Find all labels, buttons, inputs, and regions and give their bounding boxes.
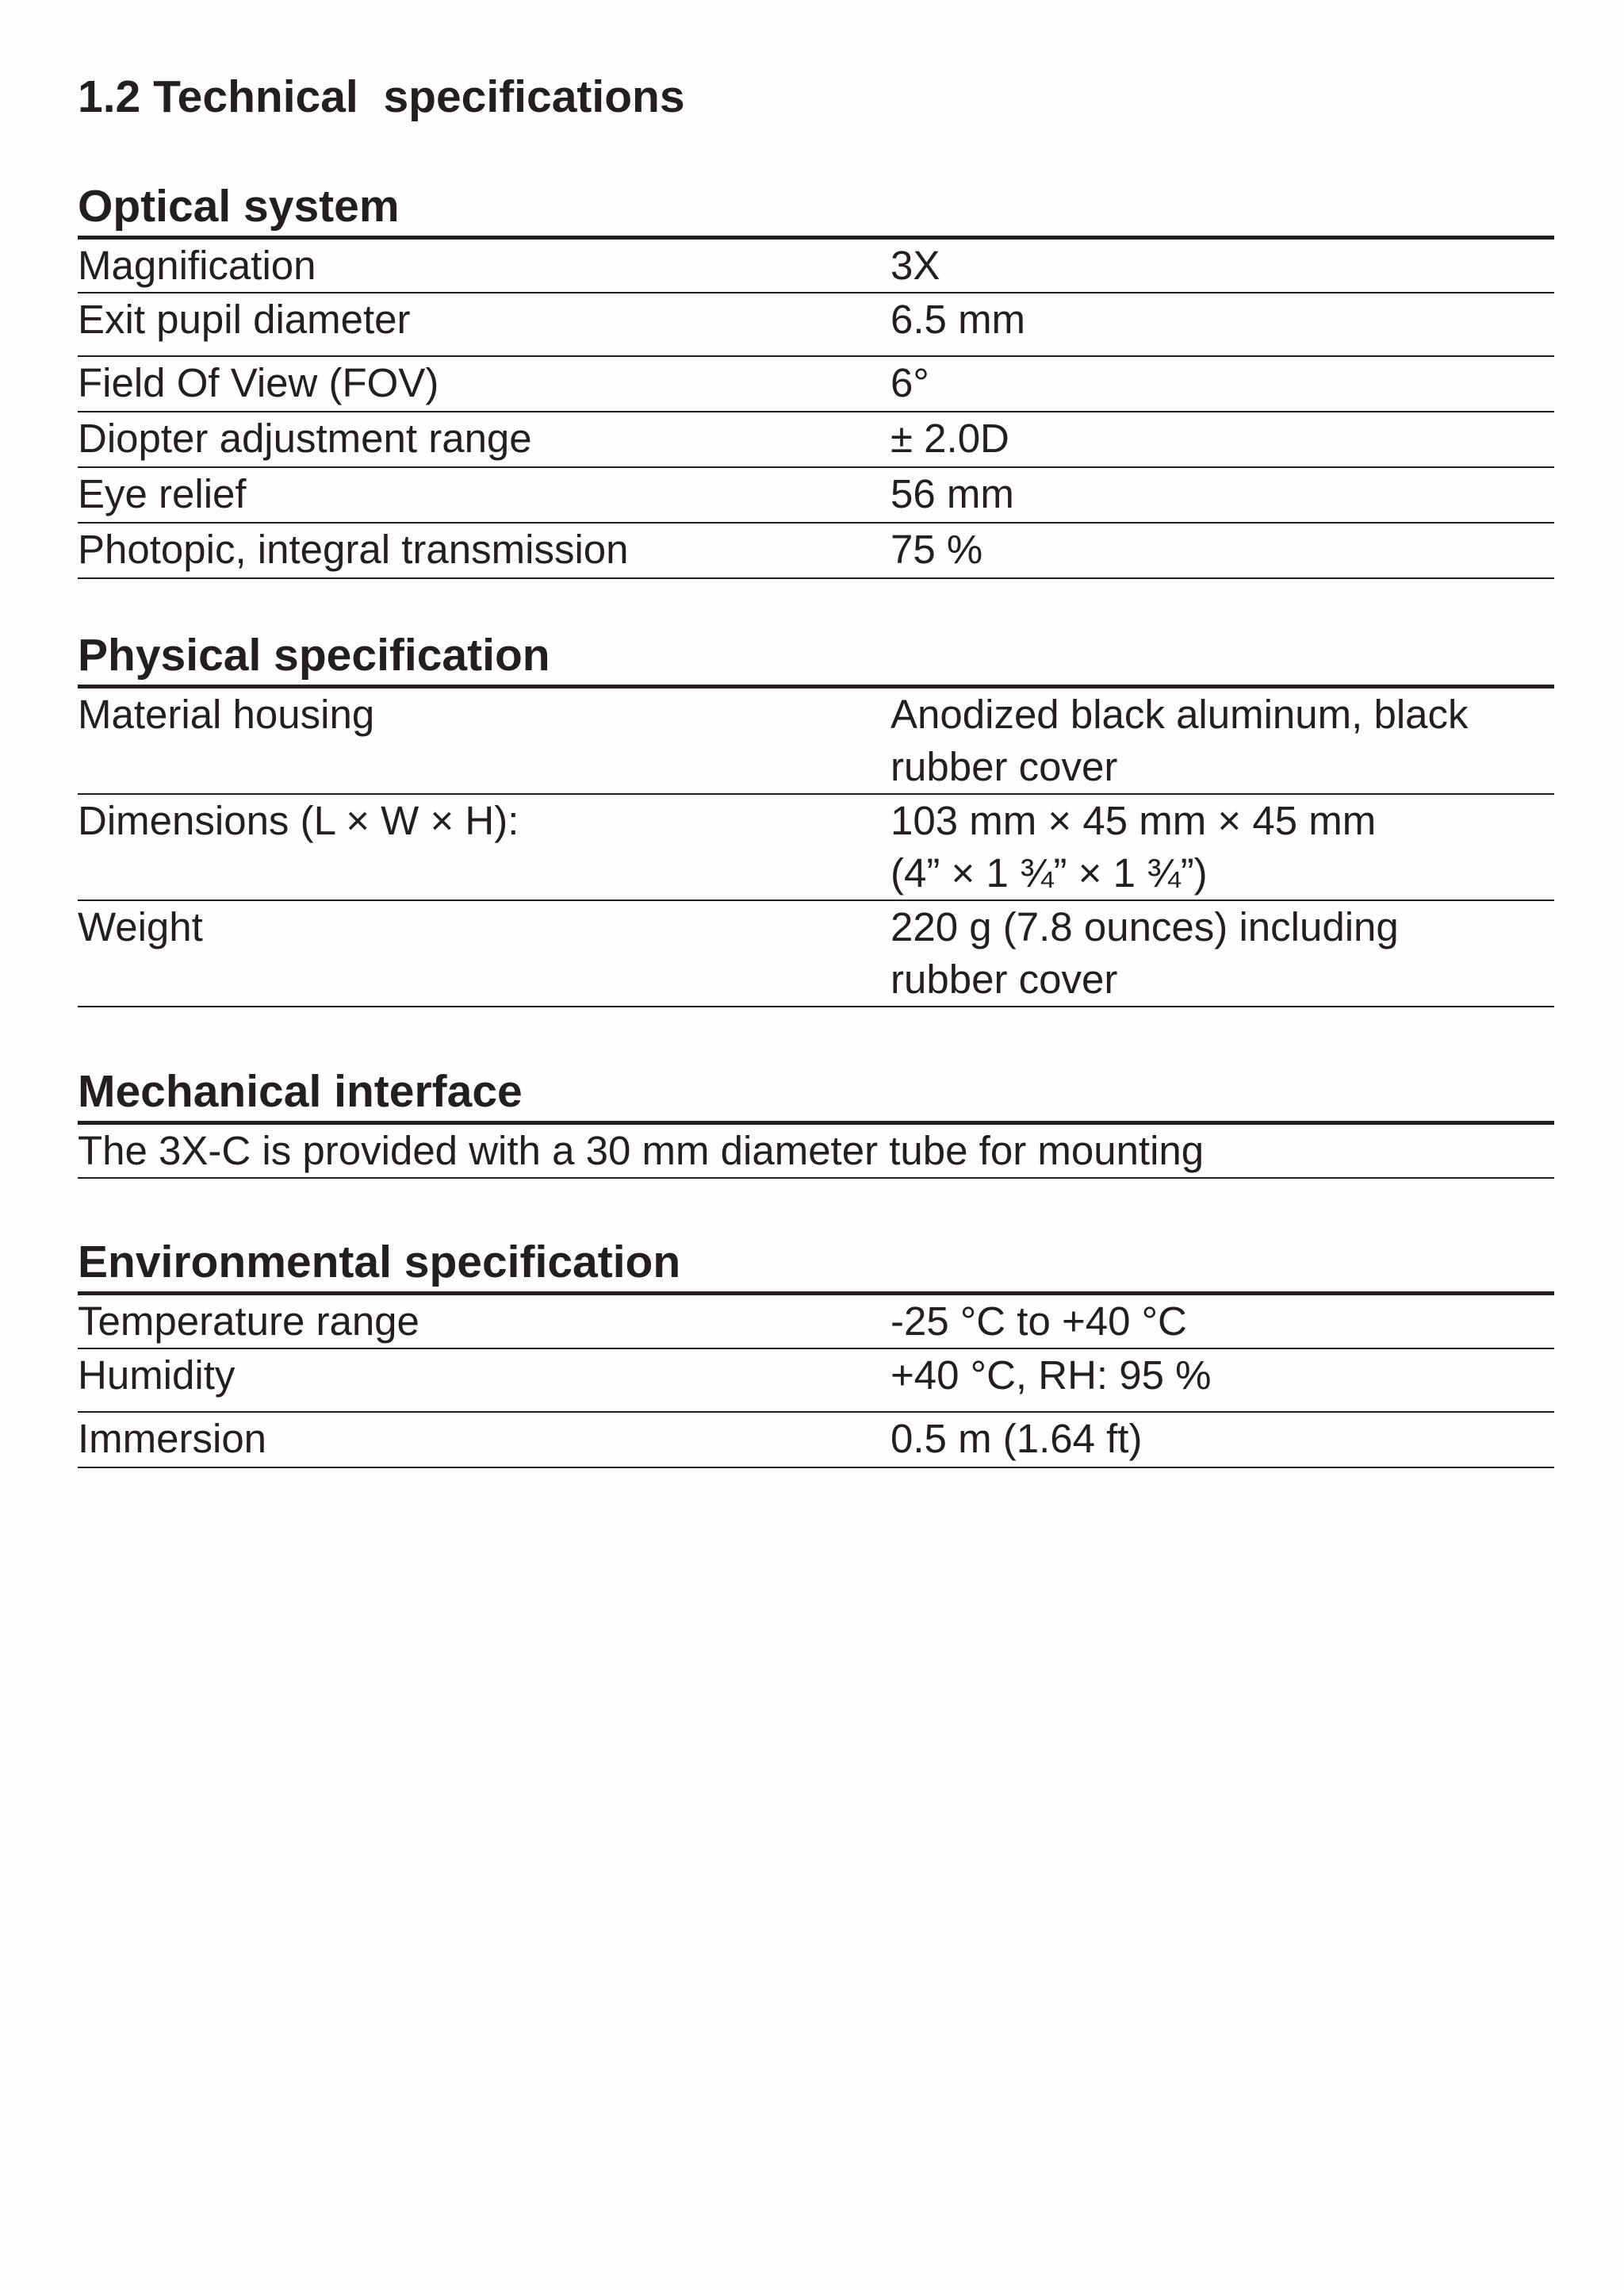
spec-label: Weight — [78, 904, 203, 949]
page-title: 1.2 Technical specifications — [78, 71, 685, 122]
section-heading-environmental: Environmental specification — [78, 1234, 1554, 1295]
spec-row-transmission — [78, 524, 1554, 579]
environmental-specification-section — [78, 1234, 1554, 1468]
spec-value: 103 mm × 45 mm × 45 mm (4” × 1 ¾” × 1 ¾”) — [891, 798, 1377, 896]
spec-label: Immersion — [78, 1416, 267, 1461]
section-heading-mechanical: Mechanical interface — [78, 1064, 1554, 1125]
spec-row-fov — [78, 357, 1554, 412]
spec-value: 220 g (7.8 ounces) including rubber cover — [891, 904, 1399, 1002]
spec-label: Photopic, integral transmission — [78, 527, 629, 572]
mechanical-interface-section — [78, 1064, 1554, 1179]
spec-label: Humidity — [78, 1352, 236, 1398]
spec-value: Anodized black aluminum, black rubber cover — [891, 692, 1469, 789]
physical-specification-section — [78, 627, 1554, 1007]
spec-value: 3X — [891, 243, 940, 288]
spec-value: 75 % — [891, 527, 983, 572]
spec-label: Temperature range — [78, 1298, 419, 1344]
spec-label: Exit pupil diameter — [78, 297, 411, 342]
spec-row-diopter — [78, 412, 1554, 468]
spec-value: 6.5 mm — [891, 297, 1026, 342]
mechanical-description: The 3X-C is provided with a 30 mm diameter tube for mounting — [78, 1125, 1554, 1179]
spec-row-eye-relief — [78, 468, 1554, 524]
spec-label: Dimensions (L × W × H): — [78, 798, 519, 843]
spec-label: Material housing — [78, 692, 375, 737]
spec-row-temperature — [78, 1295, 1554, 1349]
spec-label: Field Of View (FOV) — [78, 360, 439, 405]
section-heading-physical: Physical specification — [78, 627, 1554, 689]
section-heading-optical: Optical system — [78, 178, 1554, 240]
spec-label: Eye relief — [78, 471, 247, 516]
spec-row-exit-pupil — [78, 293, 1554, 357]
spec-value: ± 2.0D — [891, 416, 1009, 461]
spec-label: Magnification — [78, 243, 316, 288]
spec-row-weight — [78, 901, 1554, 1007]
spec-value: 0.5 m (1.64 ft) — [891, 1416, 1143, 1461]
spec-row-immersion — [78, 1413, 1554, 1468]
spec-value: 6° — [891, 360, 929, 405]
spec-label: Diopter adjustment range — [78, 416, 532, 461]
optical-system-section — [78, 178, 1554, 579]
spec-row-material-housing — [78, 689, 1554, 795]
spec-value: 56 mm — [891, 471, 1014, 516]
spec-row-dimensions — [78, 795, 1554, 901]
spec-value: -25 °C to +40 °C — [891, 1298, 1187, 1344]
spec-value: +40 °C, RH: 95 % — [891, 1352, 1212, 1398]
spec-row-magnification — [78, 240, 1554, 293]
spec-row-humidity — [78, 1349, 1554, 1413]
